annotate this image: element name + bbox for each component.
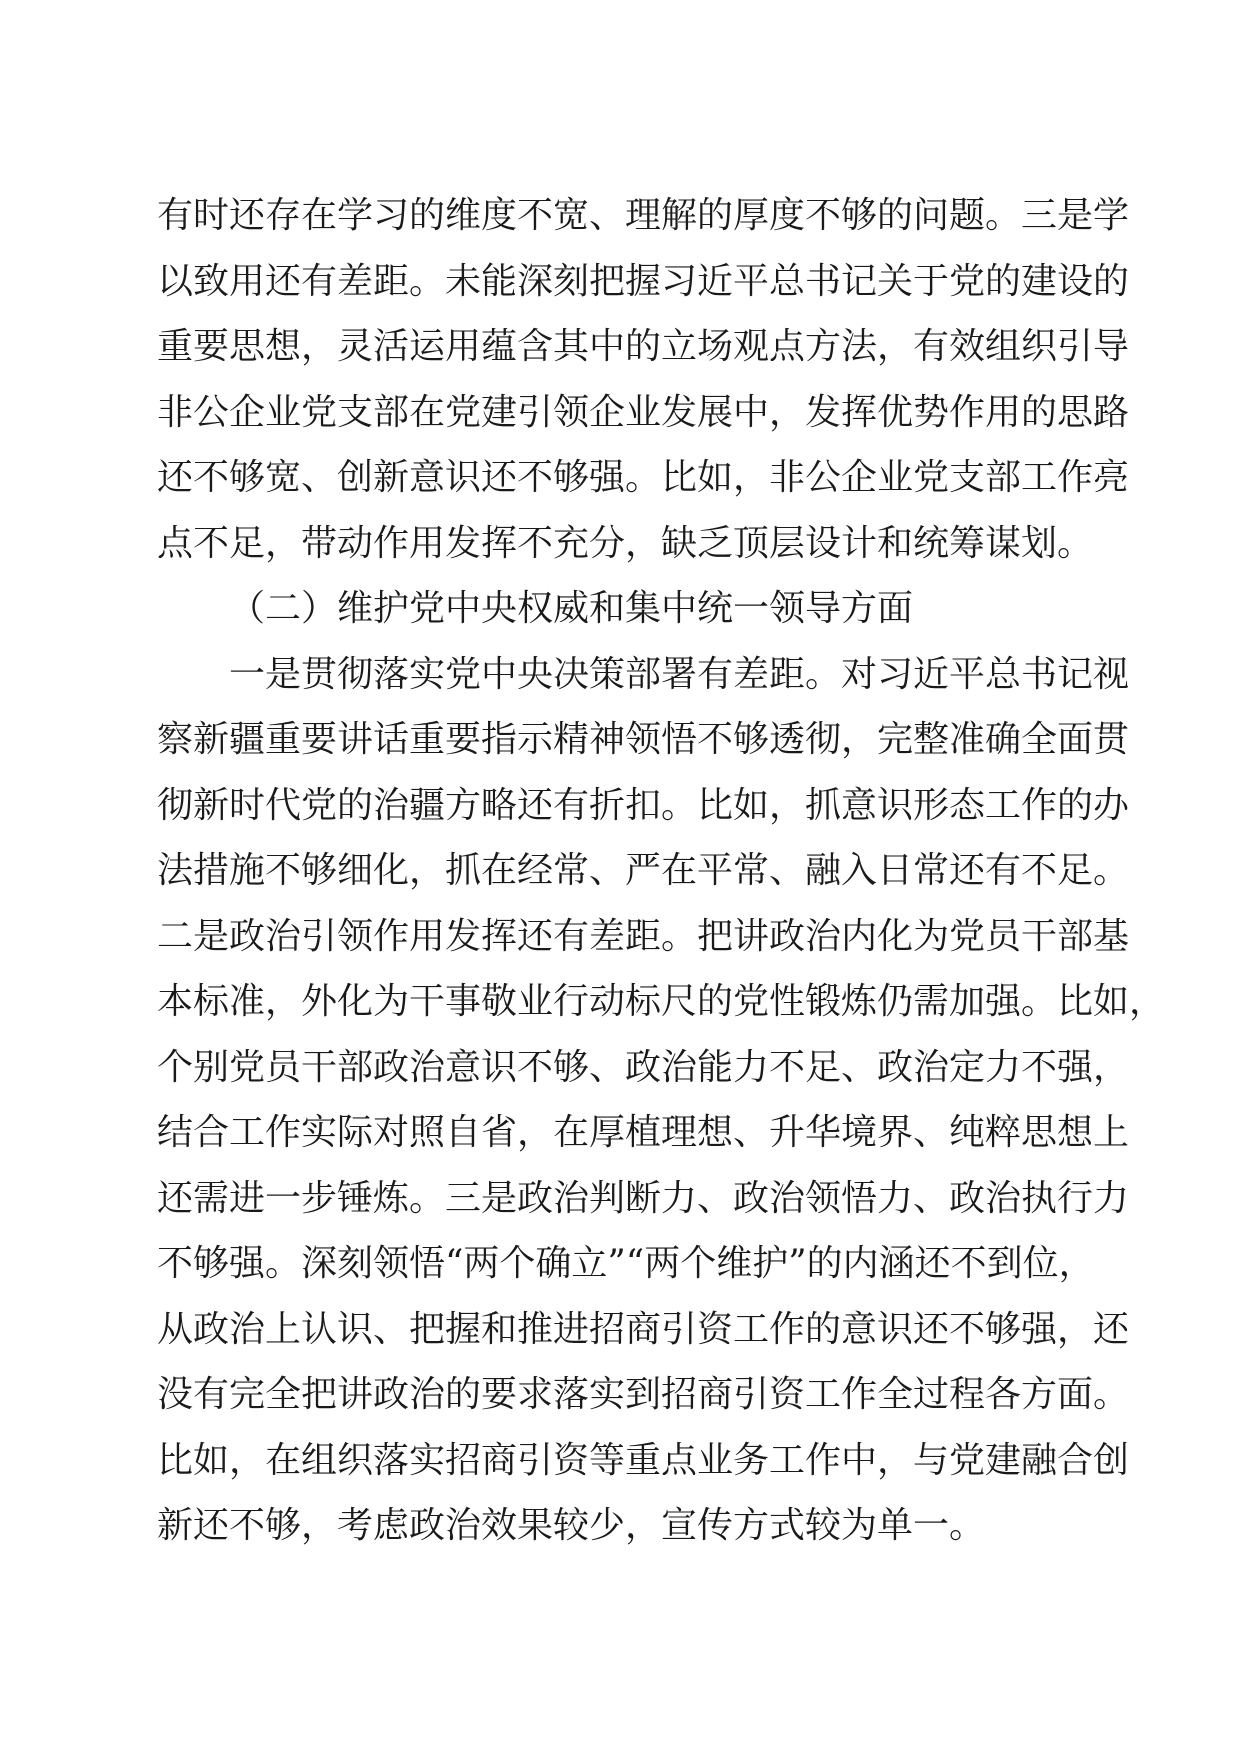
text-line: 非公企业党支部在党建引领企业发展中，发挥优势作用的思路 <box>157 391 1130 433</box>
text-line: 不够强。深刻领悟“两个确立”“两个维护”的内涵还不到位， <box>157 1243 1095 1284</box>
text-line: 法措施不够细化，抓在经常、严在平常、融入日常还有不足。 <box>157 850 1130 891</box>
text-line: 个别党员干部政治意识不够、政治能力不足、政治定力不强， <box>157 1046 1130 1088</box>
body-text <box>157 183 1166 1559</box>
text-line: 还需进一步锤炼。三是政治判断力、政治领悟力、政治执行力 <box>157 1177 1130 1219</box>
text-line: 点不足，带动作用发挥不充分，缺乏顶层设计和统筹谋划。 <box>157 522 1094 564</box>
text-line: 比如，在组织落实招商引资等重点业务工作中，与党建融合创 <box>157 1439 1130 1481</box>
text-line: 本标准，外化为干事敬业行动标尺的党性锻炼仍需加强。比如， <box>157 981 1166 1022</box>
text-line: 新还不够，考虑政治效果较少，宣传方式较为单一。 <box>157 1505 986 1546</box>
text-line: 结合工作实际对照自省，在厚植理想、升华境界、纯粹思想上 <box>157 1112 1130 1153</box>
text-line: 有时还存在学习的维度不宽、理解的厚度不够的问题。三是学 <box>157 195 1130 236</box>
text-line: 察新疆重要讲话重要指示精神领悟不够透彻，完整准确全面贯 <box>157 719 1130 760</box>
text-line: 一是贯彻落实党中央决策部署有差距。对习近平总书记视 <box>229 653 1130 695</box>
text-line: 从政治上认识、把握和推进招商引资工作的意识还不够强，还 <box>157 1308 1130 1350</box>
text-line: 以致用还有差距。未能深刻把握习近平总书记关于党的建设的 <box>157 260 1130 302</box>
text-line: 没有完全把讲政治的要求落实到招商引资工作全过程各方面。 <box>157 1374 1130 1415</box>
text-line: 重要思想，灵活运用蕴含其中的立场观点方法，有效组织引导 <box>157 326 1130 367</box>
section-heading: （二）维护党中央权威和集中统一领导方面 <box>229 588 914 629</box>
text-line: 还不够宽、创新意识还不够强。比如，非公企业党支部工作亮 <box>157 457 1130 498</box>
text-line: 二是政治引领作用发挥还有差距。把讲政治内化为党员干部基 <box>157 915 1130 957</box>
text-line: 彻新时代党的治疆方略还有折扣。比如，抓意识形态工作的办 <box>157 784 1130 826</box>
